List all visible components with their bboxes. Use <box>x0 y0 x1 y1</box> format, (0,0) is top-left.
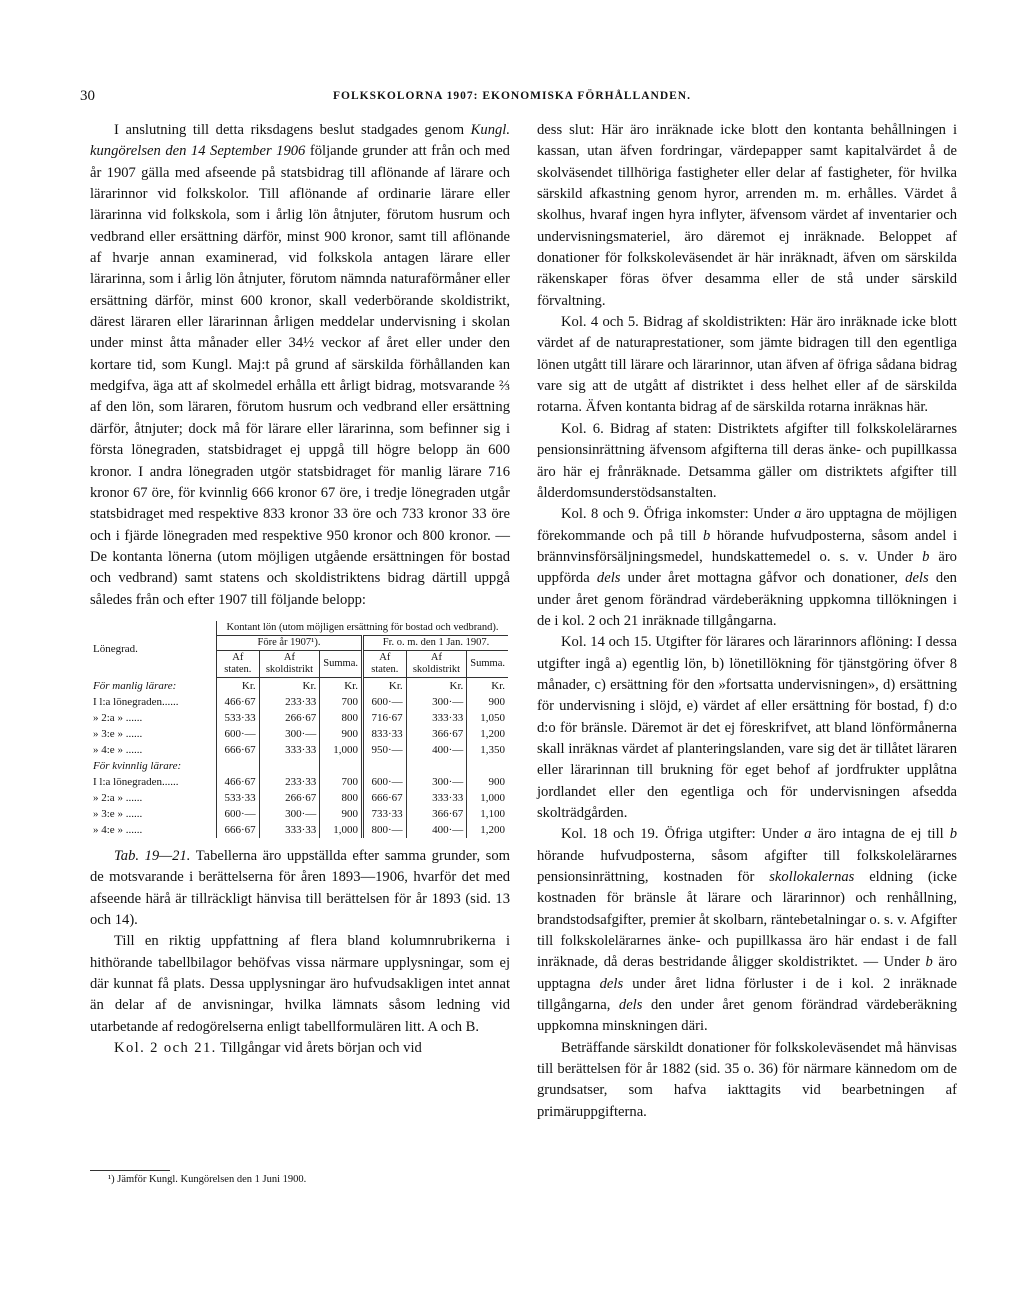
period-before-1907: Före år 1907¹). <box>217 635 363 650</box>
value-cell: 366·67 <box>406 806 467 822</box>
table-row <box>90 822 508 838</box>
kol-text: Öfriga inkomster: Under <box>639 506 795 523</box>
kol-label: Kol. 14 och 15. <box>561 634 652 651</box>
value-cell: 900 <box>320 726 363 742</box>
value-cell: 600·— <box>217 806 260 822</box>
value-cell: 533·33 <box>217 790 260 806</box>
value-cell: 400·— <box>406 822 467 838</box>
value-cell: 900 <box>320 806 363 822</box>
table-row <box>90 710 508 726</box>
kol-italic: skollokalernas <box>769 869 855 886</box>
intro-paragraph <box>90 120 510 611</box>
intro-text-b: följande grunder att från och med år 1907 gälla med afseende på statsbidrag till aflönande af lärare och lärarinnor vid folkskolor. Till aflönande af ordinarie lärare eller lärarinna vid folkskola, som i årlig lön åtnjuter, förutom husrum och vedbrand eller ersättning därför, minst 900 kronor, samt till aflönande af hvarje annan examinerad, vid folkskola antagen lärare eller lärarinna, som i årlig lön åtnjuter, förutom nämnda naturaförmåner eller ersättning därför, minst 600 kronor, skall vederbörande skoldistrikt, därest läraren eller lärarinnan årligen meddelar undervisning i skolan under minst åtta månader eller 34½ veckor af året eller under den kortare tid, som Kungl. Maj:t på grund af särskilda förhållanden kan medgifva, äga att af skolmedel erhålla ett årligt bidrag, motsvarande ⅔ af den lön, som läraren, förutom husrum och vedbrand eller ersättning därför, åtnjuter; dock må för lärare eller lärarinna, som befinner sig i första lönegraden, statsbidraget ej uppgå till högre belopp än 600 kronor. I andra lönegraden utgör statsbidraget för manlig lärare 716 kronor 67 öre, för kvinnlig 666 kronor 67 öre, i tredje lönegraden utgår statsbidraget med respektive 833 kronor 33 öre och 733 kronor 33 öre och i fjärde lönegraden med respektive 950 kronor och 800 kronor. — De kontanta lönerna (utom möjligen utgående ersättningen för bostad och vedbrand) samt statens och skoldistriktens bidrag därtill uppgå således från och efter 1907 till följande belopp: <box>90 143 510 608</box>
value-cell: 333·33 <box>406 710 467 726</box>
tab-reference: Tab. 19—21. <box>114 847 191 864</box>
table-row <box>90 694 508 710</box>
value-cell: 733·33 <box>362 806 406 822</box>
kol-text: Utgifter för lärares och lärarinnors aflöning: I dessa utgifter ingå a) egentlig lön, b) lönetillökning för tjänstgöring öfver 8 månader, c) ersättning för den »fortsatta undervisningen», d) ersättning för undervisning i slöjd, e) värdet af eller ersättning för bostad, f) d:o d:o för bränsle. Däremot är det ej föreskrifvet, att bland lönförmånerna skall inräknas värdet af planteringslanden, vare sig det är tillåtet läraren eller lärarinnan till brukning för eget behof af jordfrukter upplåtna jordlandet eller den egentliga och för undervisningen afsedda skolträdgården. <box>537 634 957 821</box>
value-cell: 300·— <box>259 806 320 822</box>
unit-cell: Kr. <box>362 677 406 694</box>
value-cell: 300·— <box>406 694 467 710</box>
male-heading: För manlig lärare: <box>93 679 177 692</box>
kol-italic: b <box>925 954 933 971</box>
table-row <box>90 806 508 822</box>
value-cell: 233·33 <box>259 774 320 790</box>
value-cell: 666·67 <box>217 822 260 838</box>
donations-paragraph: Beträffande särskildt donationer för folkskoleväsendet må hänvisas till berättelsen för år 1882 (sid. 35 o. 36) för närmare kännedom om de grundsatser, som hafva iakttagits vid bearbetningen af primäruppgifterna. <box>537 1039 957 1120</box>
kol-italic: a <box>794 506 802 523</box>
kol-italic: dels <box>905 570 929 587</box>
kol-text: äro uppförda <box>537 548 957 587</box>
intro-text-a: I anslutning till detta riksdagens beslut stadgades genom <box>114 122 471 138</box>
value-cell: 600·— <box>217 726 260 742</box>
kol-text: Öfriga utgifter: Under <box>658 826 805 843</box>
col-district: Af skoldistrikt <box>259 650 320 677</box>
kol-text: eldning (icke kostnaden för bränsle åt lärare och lärarinnor) och renhållning, brandstodsafgifter, premier åt skolbarn, räntebetalningar o. s. v. Afgifter till folkskolelärarnes änke- och pupillkassa äro här endast i de fall inräknade, då deras bestridande åligger skoldistriktet. — Under <box>537 869 957 971</box>
grade-label: I l:a lönegraden...... <box>93 775 179 788</box>
kol-italic: dels <box>618 997 643 1014</box>
decree-reference: Kungl. kungörelsen den 14 September 1906 <box>90 122 510 160</box>
value-cell: 800 <box>320 790 363 806</box>
value-cell: 1,000 <box>320 822 363 838</box>
columns-paragraph: Till en riktig uppfattning af flera bland kolumnrubrikerna i hithörande tabellbilagor behöfvas vissa närmare upplysningar, som ej där kunnat få plats. Dessa upplysningar äro hufvudsakligen intet annat än delar af de anvisningar, hvilka lämnats såsom ledning vid utarbetande af redogörelserna enligt tabellformulären litt. A och B. <box>90 933 510 1035</box>
grade-label: » 4:e » ...... <box>93 823 143 836</box>
unit-cell: Kr. <box>320 677 363 694</box>
period-from-1907: Fr. o. m. den 1 Jan. 1907. <box>362 635 508 650</box>
continued-paragraph: dess slut: Här äro inräknade icke blott den kontanta behållningen i kassan, utan äfven fordringar, värdepapper samt kapitalvärdet å de skolväsendet tillhöriga fastigheter eller delar af fastigheter, för hvilka särskild afkastning genom hyror, arrenden m. m. erhålles. Värdet å skolhus, hvaraf ingen hyra inflyter, äfvensom värdet af inventarier och undervisningsmateriel, äro däremot ej inräknade. Beloppet af donationer för folkskoleväsendet är här inräknadt, äfven om särskilda räkenskaper föras öfver desamma eller de stå under särskild förvaltning. <box>537 122 957 309</box>
col-sum-2: Summa. <box>467 650 508 677</box>
value-cell: 700 <box>320 774 363 790</box>
kol-text: hörande hufvudposterna, såsom afgifter till folkskolelärarnes pensionsinrättning, kostnaden för <box>537 847 957 886</box>
table-row <box>90 742 508 758</box>
kol-label: Kol. 8 och 9. <box>561 506 640 523</box>
footnote-divider <box>90 1170 170 1171</box>
unit-cell: Kr. <box>467 677 508 694</box>
table-row <box>90 726 508 742</box>
kol-text: Bidrag af skoldistrikten: Här äro inräknade icke blott värdet af de naturaprestationer, som jämte bidragen till den egentliga lönen utgått till lärare och lärarinnor, utan äfven af öfriga sådana bidrag vare sig att de utgått af distriktet i dess helhet eller af de särskilda rotarna. Äfven kontanta bidrag af de särskilda rotarna inräknas här. <box>537 314 957 416</box>
kol-text: äro upptagna de möjligen förekommande och på till <box>537 506 957 544</box>
value-cell: 300·— <box>259 726 320 742</box>
kol-italic: dels <box>599 975 624 992</box>
value-cell: 333·33 <box>406 790 467 806</box>
value-cell: 1,350 <box>467 742 508 758</box>
value-cell: 600·— <box>362 774 406 790</box>
tables-paragraph <box>90 846 510 931</box>
running-title: FOLKSKOLORNA 1907: EKONOMISKA FÖRHÅLLANDEN. <box>332 90 691 102</box>
kol-label: Kol. 4 och 5. <box>561 314 639 331</box>
grade-label: » 3:e » ...... <box>93 727 143 740</box>
footnote: ¹) Jämför Kungl. Kungörelsen den 1 Juni 1900. <box>108 1174 307 1185</box>
kol-italic: b <box>702 527 711 544</box>
value-cell: 400·— <box>406 742 467 758</box>
grade-label: » 2:a » ...... <box>93 711 143 724</box>
left-column <box>90 120 510 1059</box>
kol-label: Kol. 6. <box>561 420 604 437</box>
value-cell: 1,000 <box>467 790 508 806</box>
kol-text: äro upptagna <box>537 954 957 992</box>
value-cell: 900 <box>467 774 508 790</box>
value-cell: 533·33 <box>217 710 260 726</box>
kol-text: den under året genom förändrad värdeberäkning uppkomna tillökningen i de i kol. 2 och 21 inräknade tillgångarna. <box>537 570 957 629</box>
kol-italic: b <box>949 826 957 843</box>
page-number: 30 <box>80 88 95 104</box>
kol-italic: b <box>922 548 930 565</box>
value-cell: 333·33 <box>259 822 320 838</box>
kol-text: Bidrag af staten: Distriktets afgifter till folkskolelärarnes pensionsinrättning äfvensom afgifterna till deras änke- och pupillkassa äro här ej frånräknade. Detsamma gäller om distriktets afgifter till ålderdomsunderstödsanstalten. <box>537 420 957 501</box>
grade-label: » 2:a » ...... <box>93 791 143 804</box>
tables-text: Tabellerna äro uppställda efter samma grunder, som de motsvarande i berättelserna för åren 1893—1906, hvarför det med afseende härå är tillräckligt hänvisa till berättelsen för år 1893 (sid. 13 och 14). <box>90 847 510 928</box>
female-heading: För kvinnlig lärare: <box>93 759 182 772</box>
kol-italic: a <box>804 826 812 843</box>
value-cell: 900 <box>467 694 508 710</box>
kol-text: Tillgångar vid årets början och vid <box>216 1040 422 1056</box>
grade-label: » 4:e » ...... <box>93 743 143 756</box>
value-cell: 1,100 <box>467 806 508 822</box>
value-cell: 466·67 <box>217 694 260 710</box>
value-cell: 1,050 <box>467 710 508 726</box>
table-row-header: Lönegrad. <box>93 643 138 656</box>
unit-cell: Kr. <box>406 677 467 694</box>
kol-18-19-paragraph <box>537 824 957 1037</box>
kol-label: Kol. 18 och 19. <box>561 826 659 843</box>
value-cell: 266·67 <box>259 710 320 726</box>
kol-4-5-paragraph <box>537 312 957 419</box>
col-state: Af staten. <box>217 650 260 677</box>
value-cell: 666·67 <box>217 742 260 758</box>
value-cell: 1,000 <box>320 742 363 758</box>
grade-label: » 3:e » ...... <box>93 807 143 820</box>
col-sum: Summa. <box>320 650 363 677</box>
page-header <box>80 88 944 108</box>
kol-2-21-paragraph <box>90 1038 510 1059</box>
value-cell: 266·67 <box>259 790 320 806</box>
value-cell: 800 <box>320 710 363 726</box>
value-cell: 700 <box>320 694 363 710</box>
kol-label: Kol. 2 och 21. <box>114 1040 217 1056</box>
grade-label: I l:a lönegraden...... <box>93 695 179 708</box>
unit-cell: Kr. <box>259 677 320 694</box>
value-cell: 233·33 <box>259 694 320 710</box>
value-cell: 800·— <box>362 822 406 838</box>
table-row <box>90 774 508 790</box>
value-cell: 950·— <box>362 742 406 758</box>
kol-14-15-paragraph <box>537 632 957 824</box>
kol-text: under året lidna förluster i de i kol. 2 inräknade tillgångarna, <box>537 975 957 1014</box>
kol-text: äro intagna de ej till <box>811 826 950 843</box>
kol-text: under året mottagna gåfvor och donationer, <box>620 570 906 587</box>
value-cell: 716·67 <box>362 710 406 726</box>
value-cell: 1,200 <box>467 726 508 742</box>
kol-6-paragraph <box>537 419 957 504</box>
col-district-2: Af skoldistrikt <box>406 650 467 677</box>
value-cell: 666·67 <box>362 790 406 806</box>
value-cell: 300·— <box>406 774 467 790</box>
value-cell: 333·33 <box>259 742 320 758</box>
value-cell: 833·33 <box>362 726 406 742</box>
col-state-2: Af staten. <box>362 650 406 677</box>
right-column <box>537 120 957 1123</box>
value-cell: 466·67 <box>217 774 260 790</box>
value-cell: 1,200 <box>467 822 508 838</box>
value-cell: 600·— <box>362 694 406 710</box>
unit-cell: Kr. <box>217 677 260 694</box>
kol-text: den under året genom förändrad värdeberäkning uppkomna minskningen däri. <box>537 997 957 1035</box>
kol-italic: dels <box>596 570 621 587</box>
kol-text: hörande hufvudposterna, såsom andel i brännvinsförsäljningsmedel, hundskattemedel o. s. v. Under <box>537 527 957 565</box>
table-row <box>90 790 508 806</box>
table-group-header: Kontant lön (utom möjligen ersättning för bostad och vedbrand). <box>217 621 509 636</box>
salary-table <box>90 621 508 838</box>
value-cell: 366·67 <box>406 726 467 742</box>
kol-8-9-paragraph <box>537 504 957 632</box>
